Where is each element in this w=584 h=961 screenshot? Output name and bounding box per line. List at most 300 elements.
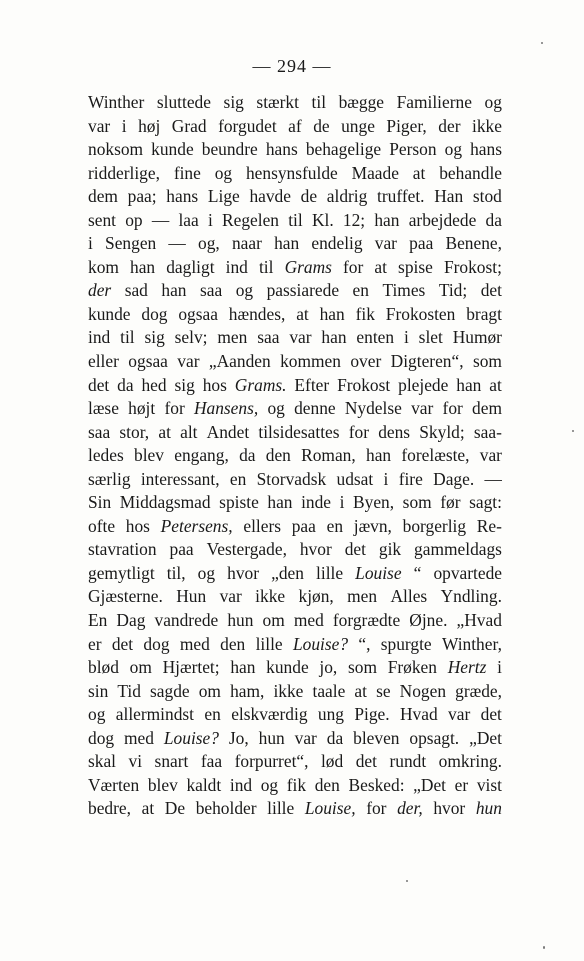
word: i	[121, 115, 127, 136]
word: vi	[128, 751, 143, 772]
text-line	[88, 657, 502, 681]
word: Storvadsk	[256, 468, 327, 489]
word: en	[326, 515, 344, 536]
word: ham,	[230, 680, 265, 701]
word: rundt	[389, 751, 427, 772]
word: Dage.	[433, 468, 475, 489]
word: interessant,	[140, 468, 220, 489]
word: han	[130, 256, 156, 277]
word: de	[300, 186, 318, 207]
word: „Det	[413, 774, 447, 795]
text-line	[88, 422, 502, 446]
word: blød	[88, 657, 119, 678]
word: at	[412, 162, 426, 183]
word: da	[485, 209, 502, 230]
word: plejede	[398, 374, 449, 395]
word: Frokost;	[443, 256, 502, 277]
word: det	[480, 280, 502, 301]
word: ledes	[88, 445, 124, 466]
text-line	[88, 469, 502, 493]
word: den	[314, 774, 340, 795]
italic-word: Grams	[284, 256, 332, 277]
word: sad	[124, 280, 148, 301]
word: var	[448, 704, 471, 725]
word: bragt	[466, 303, 502, 324]
word: Humør	[452, 327, 502, 348]
word: og,	[198, 233, 220, 254]
word: gemytligt	[88, 562, 155, 583]
word: aldrig	[326, 186, 368, 207]
word: skal	[88, 751, 117, 772]
word: hvor	[227, 562, 260, 583]
word: Frokost	[337, 374, 391, 395]
word: ridderlige,	[88, 162, 160, 183]
word: i	[207, 209, 213, 230]
word: dem	[472, 398, 502, 419]
word: De	[164, 798, 186, 819]
word: kjøn,	[298, 586, 334, 607]
word: paa	[169, 539, 194, 560]
word: allermindst	[115, 704, 195, 725]
word: Middagsmad	[119, 492, 211, 513]
word: forgudet	[218, 115, 277, 136]
text-line	[88, 704, 502, 728]
word: dog	[143, 633, 170, 654]
word: hvor	[299, 539, 332, 560]
text-line	[88, 92, 502, 116]
word: over	[350, 351, 382, 372]
word: „Aanden	[208, 351, 271, 372]
word: ind	[229, 774, 253, 795]
text-line	[88, 257, 502, 281]
word: Re-	[476, 515, 502, 536]
word: dog	[88, 727, 115, 748]
word: hans	[265, 139, 298, 160]
word: denne	[294, 398, 336, 419]
word: dagligt	[166, 256, 215, 277]
word: Byen,	[353, 492, 395, 513]
word: forelæste,	[401, 445, 470, 466]
word: saa	[257, 327, 280, 348]
word: laa	[178, 209, 199, 230]
word: selv;	[174, 327, 208, 348]
text-line	[88, 492, 502, 516]
word: med	[124, 727, 154, 748]
word: det	[355, 751, 377, 772]
word: Skyld;	[419, 421, 465, 442]
word: hun	[227, 610, 254, 631]
word: bedre,	[88, 798, 131, 819]
text-line	[88, 163, 502, 187]
word: snart	[154, 751, 189, 772]
word: at	[374, 256, 387, 277]
word: Frokosten	[385, 303, 456, 324]
word: det	[88, 374, 110, 395]
word: stærkt	[256, 92, 299, 112]
word: Kl.	[311, 209, 334, 230]
word: saa	[200, 280, 223, 301]
text-line	[88, 445, 502, 469]
word: græde,	[455, 680, 502, 701]
word: noksom	[88, 139, 144, 160]
word: engang,	[174, 445, 229, 466]
italic-word: Louise?	[292, 633, 349, 654]
word: Gjæsterne.	[88, 586, 163, 607]
word: han	[321, 327, 347, 348]
word: han	[230, 657, 256, 678]
word: en	[352, 280, 369, 301]
word: hensynsfulde	[245, 162, 338, 183]
italic-word: Louise,	[304, 798, 356, 819]
word: Frøken	[387, 657, 437, 678]
paper-speck	[572, 430, 574, 432]
word: Sengen	[105, 233, 157, 254]
word: var	[88, 115, 111, 136]
word: med	[179, 633, 210, 654]
word: om	[262, 610, 285, 631]
word: ikke	[273, 680, 304, 701]
word: kaldt	[186, 774, 222, 795]
word: og	[260, 774, 279, 795]
word: kunde	[266, 657, 309, 678]
word: i	[383, 468, 389, 489]
word: i	[497, 657, 502, 678]
word: for	[343, 256, 364, 277]
word: hos	[125, 515, 150, 536]
word: fik	[355, 303, 375, 324]
paper-speck	[406, 880, 408, 882]
word: som	[472, 351, 502, 372]
text-line	[88, 634, 502, 658]
word: ind	[225, 256, 248, 277]
italic-word: Grams.	[234, 374, 287, 395]
word: men	[217, 327, 248, 348]
word: sagt:	[469, 492, 502, 513]
word: spise	[398, 256, 433, 277]
word: er	[88, 633, 102, 654]
word: Digteren“,	[390, 351, 464, 372]
word: ind	[88, 327, 111, 348]
word: det	[111, 633, 134, 654]
word: slet	[418, 327, 443, 348]
word: han	[366, 445, 392, 466]
word: taale	[312, 680, 346, 701]
italic-word: der,	[397, 798, 423, 819]
word: Maade	[351, 162, 399, 183]
word: da	[239, 445, 256, 466]
word: var	[294, 727, 317, 748]
word: arbejdede	[408, 209, 477, 230]
word: sent	[88, 209, 117, 230]
word: Værten	[88, 774, 140, 795]
word: lille	[267, 798, 295, 819]
word: Efter	[294, 374, 330, 395]
word: kom	[88, 256, 119, 277]
word: Winther,	[441, 633, 502, 654]
word: ung	[317, 704, 344, 725]
word: var	[219, 586, 242, 607]
word: alt	[180, 421, 198, 442]
word: fire	[398, 468, 423, 489]
word: truffet.	[377, 186, 425, 207]
word: kommen	[280, 351, 341, 372]
page-number: — 294 —	[252, 56, 332, 76]
text-line	[88, 327, 502, 351]
word: beholder	[195, 798, 257, 819]
word: behandle	[439, 162, 502, 183]
italic-word: Louise?	[163, 727, 219, 748]
italic-word: der	[88, 280, 112, 301]
word: tilsidesattes	[258, 421, 340, 442]
word: Hun	[176, 586, 207, 607]
word: hos	[202, 374, 227, 395]
text-line	[88, 186, 502, 210]
word: var	[289, 327, 312, 348]
word: stod	[472, 186, 502, 207]
word: til	[288, 209, 303, 230]
word: han	[161, 280, 187, 301]
word: hans	[166, 186, 199, 207]
word: Hvad	[400, 704, 438, 725]
text-line	[88, 516, 502, 540]
word: Regelen	[222, 209, 279, 230]
word: at	[158, 421, 171, 442]
word: som	[347, 657, 377, 678]
word: den	[220, 633, 246, 654]
text-line	[88, 375, 502, 399]
word: var	[177, 351, 200, 372]
word: med	[293, 610, 324, 631]
word: omkring.	[438, 751, 502, 772]
word: Winther	[88, 92, 145, 112]
italic-word: Hertz	[447, 657, 487, 678]
word: at	[141, 798, 155, 819]
word: Vestergade,	[206, 539, 287, 560]
word: Grad	[171, 115, 207, 136]
word: ikke	[255, 586, 286, 607]
word: saa	[88, 421, 111, 442]
word: han	[374, 209, 400, 230]
word: til	[258, 256, 274, 277]
word: da	[326, 727, 344, 748]
word: fik	[286, 774, 307, 795]
italic-word: Hansens,	[193, 398, 259, 419]
paper-speck	[543, 946, 545, 949]
word: opvartede	[433, 562, 502, 583]
word: var	[374, 233, 397, 254]
word: hændes,	[228, 303, 286, 324]
word: og	[267, 398, 285, 419]
word: hvor	[433, 798, 466, 819]
word: han	[274, 233, 300, 254]
word: hun	[258, 727, 285, 748]
word: da	[117, 374, 134, 395]
word: som	[402, 492, 432, 513]
word: Times	[382, 280, 426, 301]
word: før	[440, 492, 461, 513]
word: beundre	[201, 139, 258, 160]
word: Alles	[390, 586, 428, 607]
text-line	[88, 116, 502, 140]
word: ofte	[88, 515, 116, 536]
word: og	[214, 162, 233, 183]
word: til,	[166, 562, 186, 583]
word: faa	[200, 751, 223, 772]
word: udsat	[336, 468, 374, 489]
word: Benene,	[445, 233, 502, 254]
word: paa	[291, 515, 316, 536]
word: blev	[134, 445, 164, 466]
word: at	[354, 680, 367, 701]
word: af	[288, 115, 302, 136]
text-line	[88, 681, 502, 705]
word: Dag	[116, 610, 146, 631]
italic-word: Louise	[355, 562, 402, 583]
word: unge	[341, 115, 375, 136]
italic-word: hun	[475, 798, 502, 819]
word: til	[311, 92, 327, 112]
text-line	[88, 563, 502, 587]
word: stavration	[88, 539, 157, 560]
word: i	[339, 492, 345, 513]
word: vist	[476, 774, 502, 795]
word: jævn,	[353, 515, 392, 536]
word: Besked:	[348, 774, 405, 795]
word: Person	[389, 139, 437, 160]
word: „Det	[469, 727, 502, 748]
word: Øjne.	[409, 610, 448, 631]
word: og	[235, 280, 254, 301]
italic-word: Petersens,	[160, 515, 233, 536]
word: høj	[138, 115, 161, 136]
word: „Hvad	[456, 610, 502, 631]
word: dog	[141, 303, 168, 324]
word: kunde	[151, 139, 194, 160]
word: for	[442, 398, 463, 419]
word: Tid	[117, 680, 141, 701]
word: “,	[358, 633, 371, 654]
word: Hjærtet;	[162, 657, 220, 678]
word: eller	[88, 351, 119, 372]
word: jo,	[319, 657, 338, 678]
word: i	[403, 327, 409, 348]
word: og	[197, 562, 216, 583]
text-line	[88, 751, 502, 775]
word: passiarede	[266, 280, 340, 301]
word: Jo,	[228, 727, 249, 748]
word: stor,	[119, 421, 150, 442]
word: det	[480, 704, 502, 725]
word: se	[376, 680, 391, 701]
word: op	[125, 209, 143, 230]
word: spurgte	[380, 633, 432, 654]
word: opsagt.	[409, 727, 460, 748]
word: lille	[255, 633, 283, 654]
word: Andet	[206, 421, 250, 442]
word: der	[438, 115, 461, 136]
word: hed	[141, 374, 167, 395]
word: han	[319, 303, 345, 324]
word: —	[484, 468, 502, 489]
word: sig	[144, 327, 165, 348]
word: ogsaa	[128, 351, 168, 372]
word: for	[164, 398, 185, 419]
word: behagelige	[305, 139, 382, 160]
word: blev	[147, 774, 178, 795]
word: en	[204, 704, 221, 725]
word: om	[198, 680, 221, 701]
word: —	[168, 233, 186, 254]
word: naar	[231, 233, 262, 254]
word: var	[479, 445, 502, 466]
text-line	[88, 210, 502, 234]
word: Sin	[88, 492, 112, 513]
word: han	[456, 374, 482, 395]
word: “	[413, 562, 422, 583]
word: han	[267, 492, 293, 513]
word: den	[265, 445, 291, 466]
word: for	[366, 798, 387, 819]
text-line	[88, 798, 502, 822]
paper-speck	[541, 42, 543, 44]
word: lød	[320, 751, 344, 772]
word: ellers	[243, 515, 282, 536]
word: læse	[88, 398, 119, 419]
word: paa	[409, 233, 434, 254]
text-line	[88, 139, 502, 163]
word: sagde	[150, 680, 190, 701]
word: Piger,	[386, 115, 427, 136]
text-line	[88, 586, 502, 610]
word: sig	[174, 374, 195, 395]
word: og	[88, 704, 106, 725]
word: højt	[128, 398, 156, 419]
word: fine	[173, 162, 201, 183]
word: og	[444, 139, 463, 160]
word: havde	[249, 186, 291, 207]
word: dem	[88, 186, 118, 207]
word: en	[229, 468, 247, 489]
word: En	[88, 610, 108, 631]
body-text	[88, 92, 502, 822]
text-line	[88, 233, 502, 257]
word: vandrede	[154, 610, 219, 631]
word: sig	[223, 92, 244, 112]
word: Nydelse	[344, 398, 402, 419]
word: var	[411, 398, 434, 419]
word: ikke	[472, 115, 502, 136]
text-line	[88, 775, 502, 799]
word: men	[347, 586, 378, 607]
word: —	[151, 209, 170, 230]
text-line	[88, 728, 502, 752]
word: bægge	[338, 92, 385, 112]
word: Familierne	[396, 92, 472, 112]
word: de	[313, 115, 330, 136]
text-line	[88, 610, 502, 634]
word: hans	[470, 139, 502, 160]
word: paa;	[127, 186, 157, 207]
word: Pige.	[354, 704, 390, 725]
word: er	[454, 774, 469, 795]
word: det	[344, 539, 366, 560]
word: sin	[88, 680, 109, 701]
word: endelig	[311, 233, 363, 254]
word: Roman,	[301, 445, 356, 466]
word: om	[129, 657, 152, 678]
text-line	[88, 280, 502, 304]
word: i	[88, 233, 93, 254]
